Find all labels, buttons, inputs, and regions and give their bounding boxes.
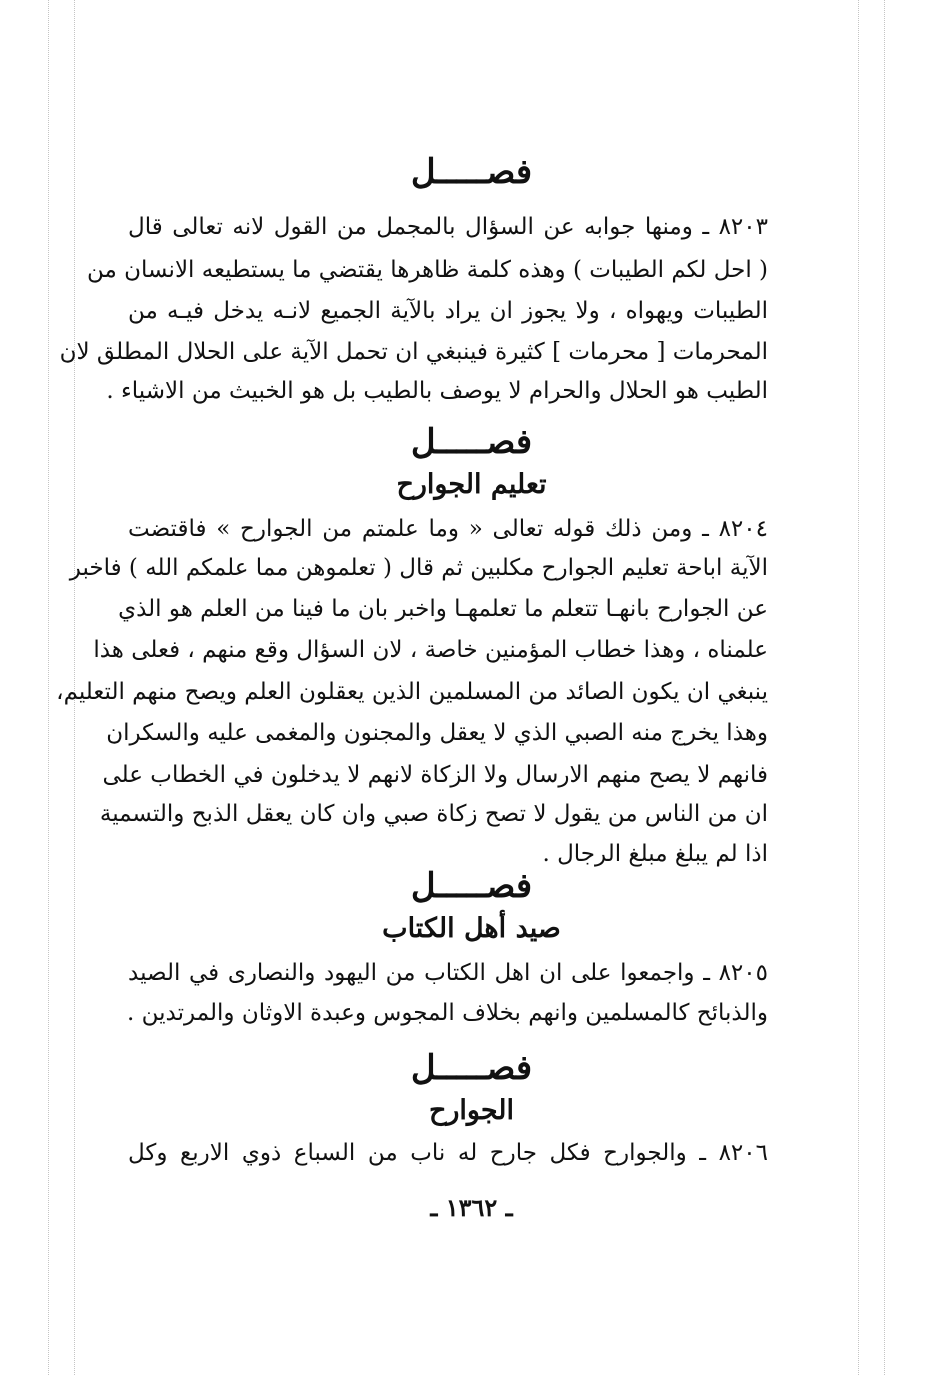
paragraph-line: ٨٢٠٦ ـ والجوارح فكل جارح له ناب من السباع ذوي الاربع وكل <box>128 1140 768 1166</box>
scan-artifact-line <box>858 0 859 1375</box>
paragraph-line: ٨٢٠٤ ـ ومن ذلك قوله تعالى « وما علمتم من الجوارح » فاقتضت <box>128 516 768 542</box>
paragraph-line: والذبائح كالمسلمين وانهم بخلاف المجوس وعبدة الاوثان والمرتدين . <box>127 1000 768 1026</box>
paragraph-line: اذا لم يبلغ مبلغ الرجال . <box>542 841 768 867</box>
paragraph-line: المحرمات [ محرمات ] كثيرة فينبغي ان تحمل الآية على الحلال المطلق لان <box>59 339 768 365</box>
scan-artifact-line <box>884 0 885 1375</box>
paragraph-line: فانهم لا يصح منهم الارسال ولا الزكاة لانهم لا يدخلون في الخطاب على <box>102 762 768 788</box>
paragraph-line: ينبغي ان يكون الصائد من المسلمين الذين يعقلون العلم ويصح منهم التعليم، <box>56 679 768 705</box>
section-heading: فصـــــل <box>410 866 533 906</box>
paragraph-line: ( احل لكم الطيبات ) وهذه كلمة ظاهرها يقتضي ما يستطيعه الانسان من <box>86 257 768 283</box>
paragraph-line: علمناه ، وهذا خطاب المؤمنين خاصة ، لان السؤال وقع منهم ، فعلى هذا <box>93 637 768 663</box>
paragraph-line: الطيبات ويهواه ، ولا يجوز ان يراد بالآية الجميع لانـه يدخل فيـه من <box>128 298 768 324</box>
section-heading: فصـــــل <box>410 152 533 192</box>
section-subheading: تعليم الجوارح <box>396 469 547 500</box>
paragraph-line: ان من الناس من يقول لا تصح زكاة صبي وان كان يعقل الذبح والتسمية <box>99 801 768 827</box>
section-subheading: صيد أهل الكتاب <box>382 913 561 944</box>
paragraph-line: الطيب هو الحلال والحرام لا يوصف بالطيب بل هو الخبيث من الاشياء . <box>106 378 768 404</box>
scan-artifact-line <box>48 0 49 1375</box>
paragraph-line: ٨٢٠٣ ـ ومنها جوابه عن السؤال بالمجمل من القول لانه تعالى قال <box>128 214 768 240</box>
section-subheading: الجوارح <box>428 1095 515 1126</box>
paragraph-line: الآية اباحة تعليم الجوارح مكلبين ثم قال ( تعلموهن مما علمكم الله ) فاخبر <box>69 555 768 581</box>
section-heading: فصـــــل <box>410 422 533 462</box>
paragraph-line: عن الجوارح بانهـا تتعلم ما تعلمهـا واخبر بان ما فينا من العلم هو الذي <box>118 596 768 622</box>
paragraph-line: وهذا يخرج منه الصبي الذي لا يعقل والمجنون والمغمى عليه والسكران <box>106 720 768 746</box>
page-number: ـ ١٣٦٢ ـ <box>430 1193 513 1222</box>
paragraph-line: ٨٢٠٥ ـ واجمعوا على ان اهل الكتاب من اليهود والنصارى في الصيد <box>128 960 768 986</box>
section-heading: فصـــــل <box>410 1048 533 1088</box>
